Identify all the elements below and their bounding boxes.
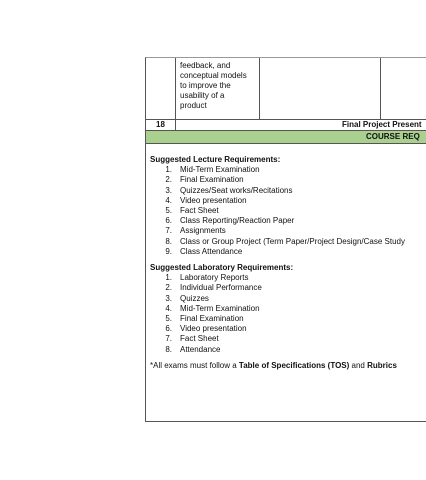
list-item-number: 9. (165, 246, 172, 256)
lecture-requirements-title: Suggested Lecture Requirements: (150, 155, 281, 164)
list-item (150, 226, 426, 236)
list-item (150, 304, 426, 314)
outcome-line: to improve the (180, 81, 231, 90)
week-number: 18 (146, 119, 176, 130)
list-item-number: 4. (165, 303, 172, 313)
outcome-text (176, 58, 259, 111)
list-item (150, 283, 426, 293)
list-item (150, 216, 426, 226)
outcome-line: feedback, and (180, 61, 231, 70)
list-item (150, 314, 426, 324)
list-item-text: Final Examination (180, 175, 244, 185)
list-item-text: Assignments (180, 226, 226, 236)
list-item-text: Class Attendance (180, 246, 243, 256)
note-middle: and (349, 360, 368, 370)
list-item-number: 2. (165, 175, 172, 185)
list-item-text: Class or Group Project (Term Paper/Project Design/Case Study (180, 236, 405, 246)
list-item-number: 7. (165, 226, 172, 236)
list-item-number: 5. (165, 206, 172, 216)
list-item-number: 6. (165, 324, 172, 334)
list-item-number: 7. (165, 334, 172, 344)
list-item-number: 1. (165, 165, 172, 175)
list-item (150, 273, 426, 283)
list-item-text: Class Reporting/Reaction Paper (180, 216, 295, 226)
table-row-week-18 (146, 119, 426, 131)
note-rubrics: Rubrics (367, 360, 397, 370)
list-item (150, 334, 426, 344)
list-item-number: 6. (165, 216, 172, 226)
list-item-text: Fact Sheet (180, 334, 219, 344)
list-item (150, 324, 426, 334)
syllabus-page (145, 57, 426, 422)
requirements-section (150, 155, 426, 371)
list-item (150, 206, 426, 216)
table-cell-outcome (176, 58, 260, 119)
list-item-text: Video presentation (180, 324, 247, 334)
week-title: Final Project Present (342, 120, 422, 129)
table-cell-activities (260, 58, 381, 119)
lecture-requirements-list (150, 165, 426, 257)
banner-label: COURSE REQ (366, 132, 420, 141)
list-item (150, 294, 426, 304)
list-item-number: 4. (165, 195, 172, 205)
list-item (150, 186, 426, 196)
outcome-line: usability of a (180, 91, 225, 100)
list-item-text: Quizzes (180, 293, 209, 303)
list-item-number: 5. (165, 314, 172, 324)
list-item-text: Mid-Term Examination (180, 303, 260, 313)
list-item-text: Video presentation (180, 195, 247, 205)
list-item-number: 2. (165, 283, 172, 293)
outcome-line: product (180, 101, 207, 110)
table-cell-week (146, 58, 176, 119)
list-item (150, 237, 426, 247)
list-item (150, 165, 426, 175)
list-item-number: 8. (165, 236, 172, 246)
list-item-text: Quizzes/Seat works/Recitations (180, 185, 293, 195)
list-item-text: Laboratory Reports (180, 273, 249, 283)
laboratory-requirements-title: Suggested Laboratory Requirements: (150, 263, 294, 273)
list-item-number: 8. (165, 344, 172, 354)
outcome-line: conceptual models (180, 71, 247, 80)
list-item-number: 1. (165, 273, 172, 283)
list-item-text: Mid-Term Examination (180, 165, 260, 175)
exam-note (150, 361, 426, 371)
list-item-number: 3. (165, 293, 172, 303)
list-item-text: Individual Performance (180, 283, 262, 293)
list-item-text: Final Examination (180, 314, 244, 324)
list-item (150, 196, 426, 206)
list-item (150, 175, 426, 185)
table-cell-assessment (381, 58, 426, 119)
list-item (150, 345, 426, 355)
list-item-text: Attendance (180, 344, 221, 354)
note-prefix: *All exams must follow a (150, 360, 239, 370)
list-item-number: 3. (165, 185, 172, 195)
list-item-text: Fact Sheet (180, 206, 219, 216)
laboratory-requirements-list (150, 273, 426, 355)
note-tos: Table of Specifications (TOS) (238, 360, 350, 370)
list-item (150, 247, 426, 257)
course-requirements-banner (146, 131, 426, 144)
table-row (146, 58, 426, 120)
